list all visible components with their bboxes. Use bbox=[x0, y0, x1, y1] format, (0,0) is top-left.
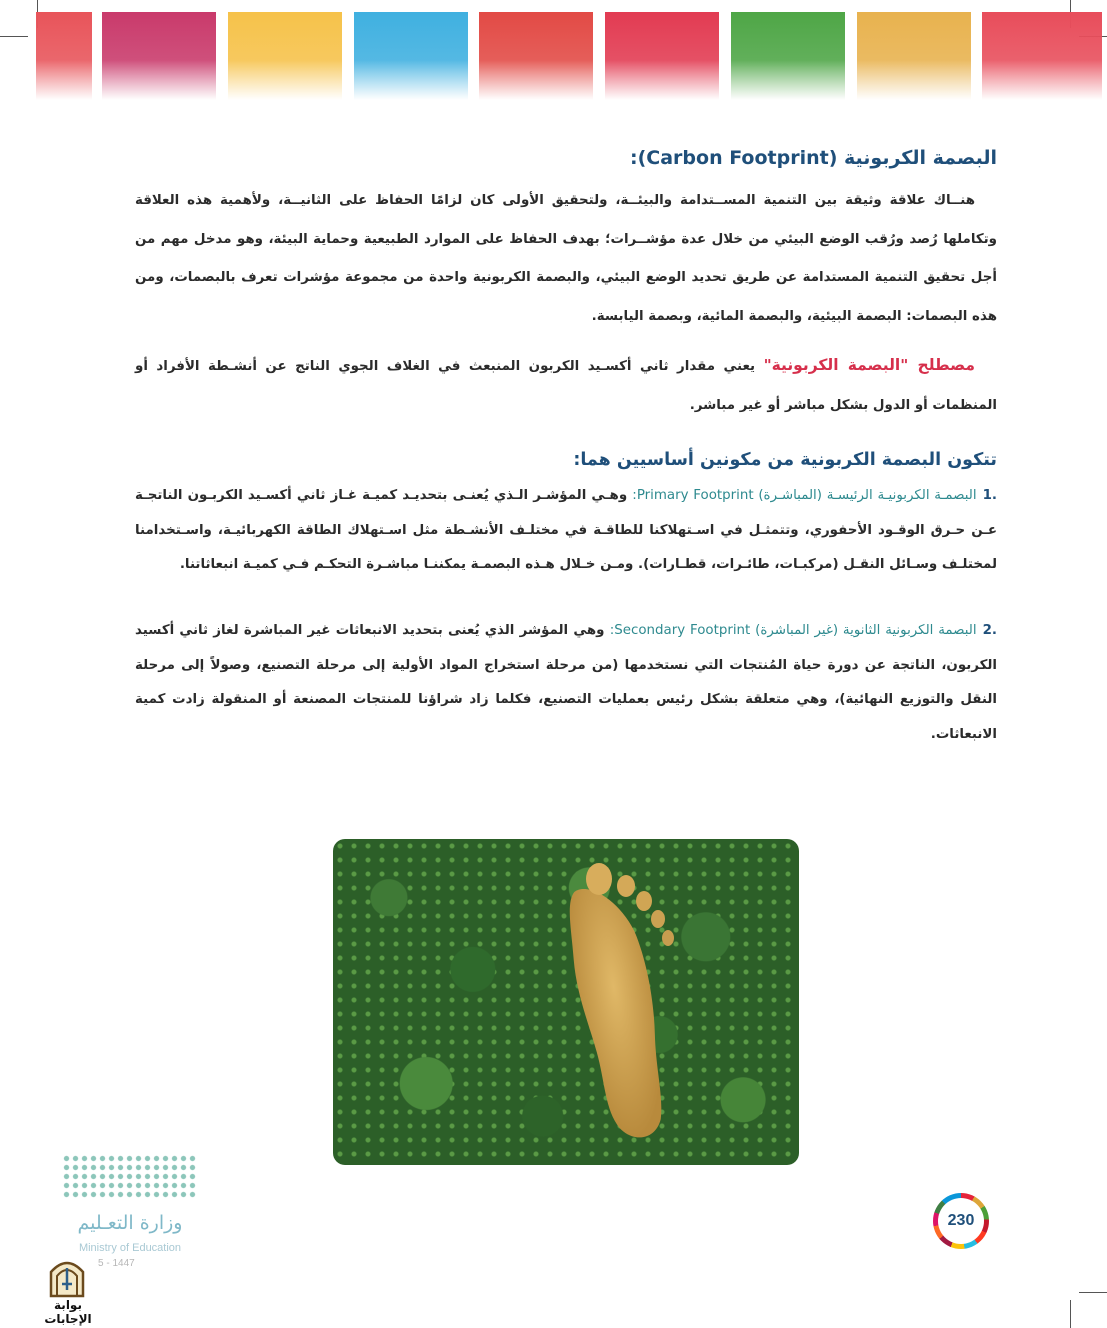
answers-gate-icon bbox=[47, 1254, 87, 1298]
term-highlight: "البصمة الكربونية" bbox=[763, 356, 909, 374]
definition-paragraph bbox=[135, 346, 997, 425]
page-number-badge bbox=[933, 1193, 989, 1249]
list-number: .1 bbox=[982, 488, 997, 503]
list-item-lead: البصمـة الكربونيـة الرئيسـة (المباشـرة) Primary Footprint: bbox=[632, 488, 977, 503]
list-number: .2 bbox=[982, 623, 997, 638]
logo-year: 5 - 1447 bbox=[98, 1258, 135, 1269]
list-item-text: وهـي المؤشـر الـذي يُعنـى بتحديـد كميـة غـاز ثاني أكسـيد الكربـون الناتجـة عـن حـرق الوقـود الأحفوري، وتتمثـل في اسـتهلاكنا للطاقـة في مختلـف الأنشـطة مثل اسـتهلاك الطاقة الكهربائيـة، واسـتخدامنا لمختلـف وسـائل النقـل (مركبـات، طائـرات، قطـارات). ومـن خـلال هـذه البصمـة يمكننـا مباشـرة التحكـم فـي كميـة انبعاثاتنا. bbox=[135, 488, 997, 572]
logo-english-text: Ministry of Education bbox=[78, 1242, 182, 1254]
footprint-illustration bbox=[333, 839, 799, 1165]
list-item bbox=[135, 479, 997, 583]
intro-paragraph bbox=[135, 182, 997, 336]
logo-arabic-text: وزارة التعـليم bbox=[77, 1212, 183, 1234]
components-title: تتكون البصمة الكربونية من مكونين أساسيين هما: bbox=[573, 450, 997, 470]
watermark bbox=[30, 1254, 106, 1326]
crop-mark bbox=[1079, 1292, 1107, 1293]
list-item-text: وهي المؤشر الذي يُعنى بتحديد الانبعاثات غير المباشرة لغاز ثاني أكسيد الكربون، الناتجة عن دورة حياة المُنتجات التي نستخدمها (من مرحلة استخراج المواد الأولية إلى مرحلة التصنيع، وصولاً إلى مرحلة النقل والتوزيع النهائية)، وهي متعلقة بشكل رئيس بعمليات التصنيع، فكلما زاد شراؤنا للمنتجات المصنعة أو المنقولة زادت كمية الانبعاثات. bbox=[135, 623, 997, 742]
logo-dots-icon bbox=[62, 1154, 198, 1200]
section-title: البصمة الكربونية (Carbon Footprint): bbox=[630, 147, 997, 169]
color-tab bbox=[102, 12, 216, 100]
crop-mark bbox=[0, 36, 28, 37]
color-tab bbox=[982, 12, 1102, 100]
color-tab bbox=[228, 12, 342, 100]
intro-text: هنــاك علاقة وثيقة بين التنمية المســتدامة والبيئــة، ولتحقيق الأولى كان لزامًا الحفاظ على الثانيــة، ولأهمية هذه العلاقة وتكاملها رُصد ورُقب الوضع البيئي من خلال عدة مؤشــرات؛ بهدف الحفاظ على الموارد الطبيعية وحماية البيئة، وهو مدخل مهم من أجل تحقيق التنمية المستدامة عن طريق تحديد الوضع البيئي، والبصمة الكربونية واحدة من مجموعة مؤشرات تعرف بالبصمات، ومن هذه البصمات: البصمة البيئية، والبصمة المائية، وبصمة اليابسة. bbox=[135, 193, 997, 324]
term-prefix: مصطلح bbox=[908, 356, 975, 374]
ministry-logo bbox=[60, 1152, 210, 1267]
color-tab bbox=[731, 12, 845, 100]
page-number: 230 bbox=[938, 1198, 984, 1244]
list-item bbox=[135, 614, 997, 752]
color-tab bbox=[857, 12, 971, 100]
term-definition: يعني مقدار ثاني أكسـيد الكربون المنبعث في الغلاف الجوي الناتج عن أنشـطة الأفراد أو المنظمات أو الدول بشكل مباشر أو غير مباشر. bbox=[135, 359, 997, 413]
color-tab bbox=[36, 12, 92, 100]
forest-footprint-image bbox=[333, 839, 799, 1165]
color-tab bbox=[479, 12, 593, 100]
header-color-tabs bbox=[36, 12, 1106, 102]
watermark-text: بوابة الإجابات bbox=[44, 1298, 92, 1326]
color-tab bbox=[354, 12, 468, 100]
color-tab bbox=[605, 12, 719, 100]
crop-mark bbox=[1070, 1300, 1071, 1328]
list-item-lead: البصمة الكربونية الثانوية (غير المباشرة) Secondary Footprint: bbox=[609, 623, 977, 638]
